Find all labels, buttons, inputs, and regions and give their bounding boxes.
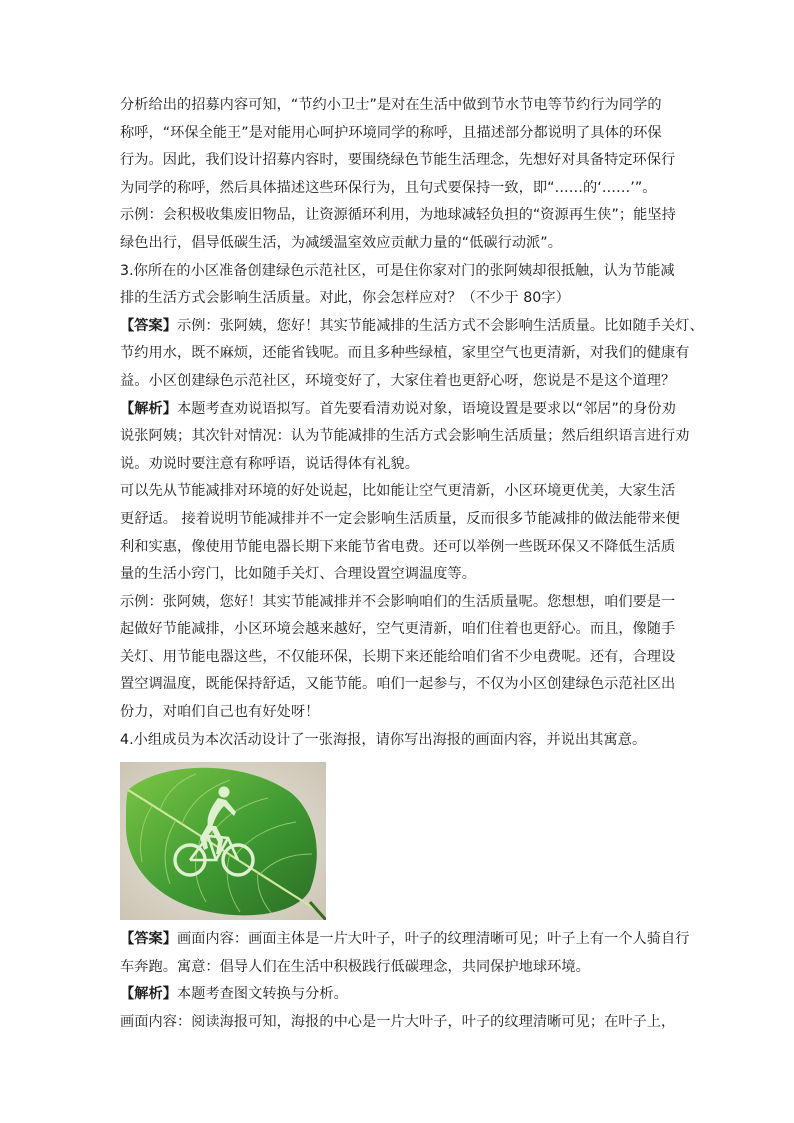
- text-line: 行为。因此，我们设计招募内容时，要围绕绿色节能生活理念，先想好对具备特定环保行: [120, 152, 676, 169]
- analysis-text: 本题考查劝说语拟写。首先要看清劝说对象，语境设置是要求以“邻居”的身份劝: [176, 400, 676, 417]
- q4-answer: [120, 926, 690, 981]
- answer-line-first: [120, 926, 690, 954]
- document-page: [120, 92, 704, 1037]
- answer-tag: 【答案】: [120, 931, 177, 948]
- question-line: 排的生活方式会影响生活质量。对此，你会怎样应对？（不少于 80字）: [120, 290, 570, 307]
- answer-line: 车奔跑。寓意：倡导人们在生活中积极践行低碳理念，共同保护地球环境。: [120, 958, 590, 975]
- analysis-text: 本题考查图文转换与分析。: [176, 986, 348, 1003]
- text-line: 绿色出行，倡导低碳生活，为减缓温室效应贡献力量的“低碳行动派”。: [120, 234, 562, 251]
- q3-analysis: [120, 396, 690, 479]
- text-line: 称呼，“环保全能王”是对能用心呵护环境同学的称呼，且描述部分都说明了具体的环保: [120, 124, 662, 141]
- analysis-line: 说。劝说时要注意有称呼语，说话得体有礼貌。: [120, 455, 419, 472]
- text-line: 利和实惠，像使用节能电器长期下来能节省电费。还可以举例一些既环保又不降低生活质: [120, 538, 676, 555]
- analysis-tag: 【解析】: [120, 986, 177, 1003]
- analysis-line: 画面内容：阅读海报可知，海报的中心是一片大叶子，叶子的纹理清晰可见；在叶子上，: [120, 1014, 676, 1031]
- text-line: 置空调温度，既能保持舒适，又能节能。咱们一起参与，不仅为小区创建绿色示范社区出: [120, 676, 676, 693]
- q3-extra: [120, 478, 680, 588]
- q4-analysis: [120, 981, 680, 1036]
- answer-text: 示例：张阿姨，您好！其实节能减排的生活方式不会影响生活质量。比如随手关灯、: [176, 317, 704, 334]
- question-4: [120, 727, 680, 755]
- question-3: [120, 258, 680, 313]
- answer-line: 益。小区创建绿色示范社区，环境变好了，大家住着也更舒心呀，您说是不是这个道理？: [120, 372, 676, 389]
- leaf-bicycle-poster-image: [120, 762, 326, 920]
- poster-figure: [120, 762, 326, 920]
- analysis-tag: 【解析】: [120, 400, 177, 417]
- q3-example: [120, 589, 680, 727]
- text-line: 量的生活小窍门，比如随手关灯、合理设置空调温度等。: [120, 566, 476, 583]
- text-line: 示例：张阿姨，您好！其实节能减排并不会影响咱们的生活质量呢。您想想，咱们要是一: [120, 593, 676, 610]
- question-line: 4.小组成员为本次活动设计了一张海报，请你写出海报的画面内容，并说出其寓意。: [120, 731, 647, 748]
- text-line: 关灯、用节能电器这些，不仅能环保，长期下来还能给咱们省不少电费呢。还有，合理设: [120, 648, 676, 665]
- answer-tag: 【答案】: [120, 317, 177, 334]
- intro-paragraph: [120, 92, 680, 258]
- analysis-line-first: [120, 396, 680, 424]
- analysis-line: 说张阿姨；其次针对情况：认为节能减排的生活方式会影响生活质量；然后组织语言进行劝: [120, 428, 690, 445]
- answer-line: 节约用水，既不麻烦，还能省钱呢。而且多种些绿植，家里空气也更清新，对我们的健康有: [120, 345, 690, 362]
- text-line: 分析给出的招募内容可知，“节约小卫士”是对在生活中做到节水节电等节约行为同学的: [120, 97, 662, 113]
- question-line: 3.你所在的小区准备创建绿色示范社区，可是住你家对门的张阿姨却很抵触，认为节能减: [120, 262, 675, 279]
- answer-text: 画面内容：画面主体是一片大叶子，叶子的纹理清晰可见；叶子上有一个人骑自行: [176, 931, 690, 948]
- text-line: 可以先从节能减排对环境的好处说起，比如能让空气更清新，小区环境更优美，大家生活: [120, 483, 676, 500]
- analysis-line-first: [120, 981, 680, 1009]
- text-line: 起做好节能减排，小区环境会越来越好，空气更清新，咱们住着也更舒心。而且，像随手: [120, 621, 676, 638]
- text-line: 份力，对咱们自己也有好处呀！: [120, 704, 320, 721]
- text-line: 为同学的称呼，然后具体描述这些环保行为，且句式要保持一致，即“……的‘……’”。: [120, 179, 657, 196]
- text-line: 更舒适。 接着说明节能减排并不一定会影响生活质量，反而很多节能减排的做法能带来便: [120, 510, 680, 527]
- answer-line-first: [120, 313, 704, 341]
- q3-answer: [120, 313, 704, 396]
- text-line: 示例：会积极收集废旧物品，让资源循环利用，为地球减轻负担的“资源再生侠”；能坚持: [120, 207, 676, 224]
